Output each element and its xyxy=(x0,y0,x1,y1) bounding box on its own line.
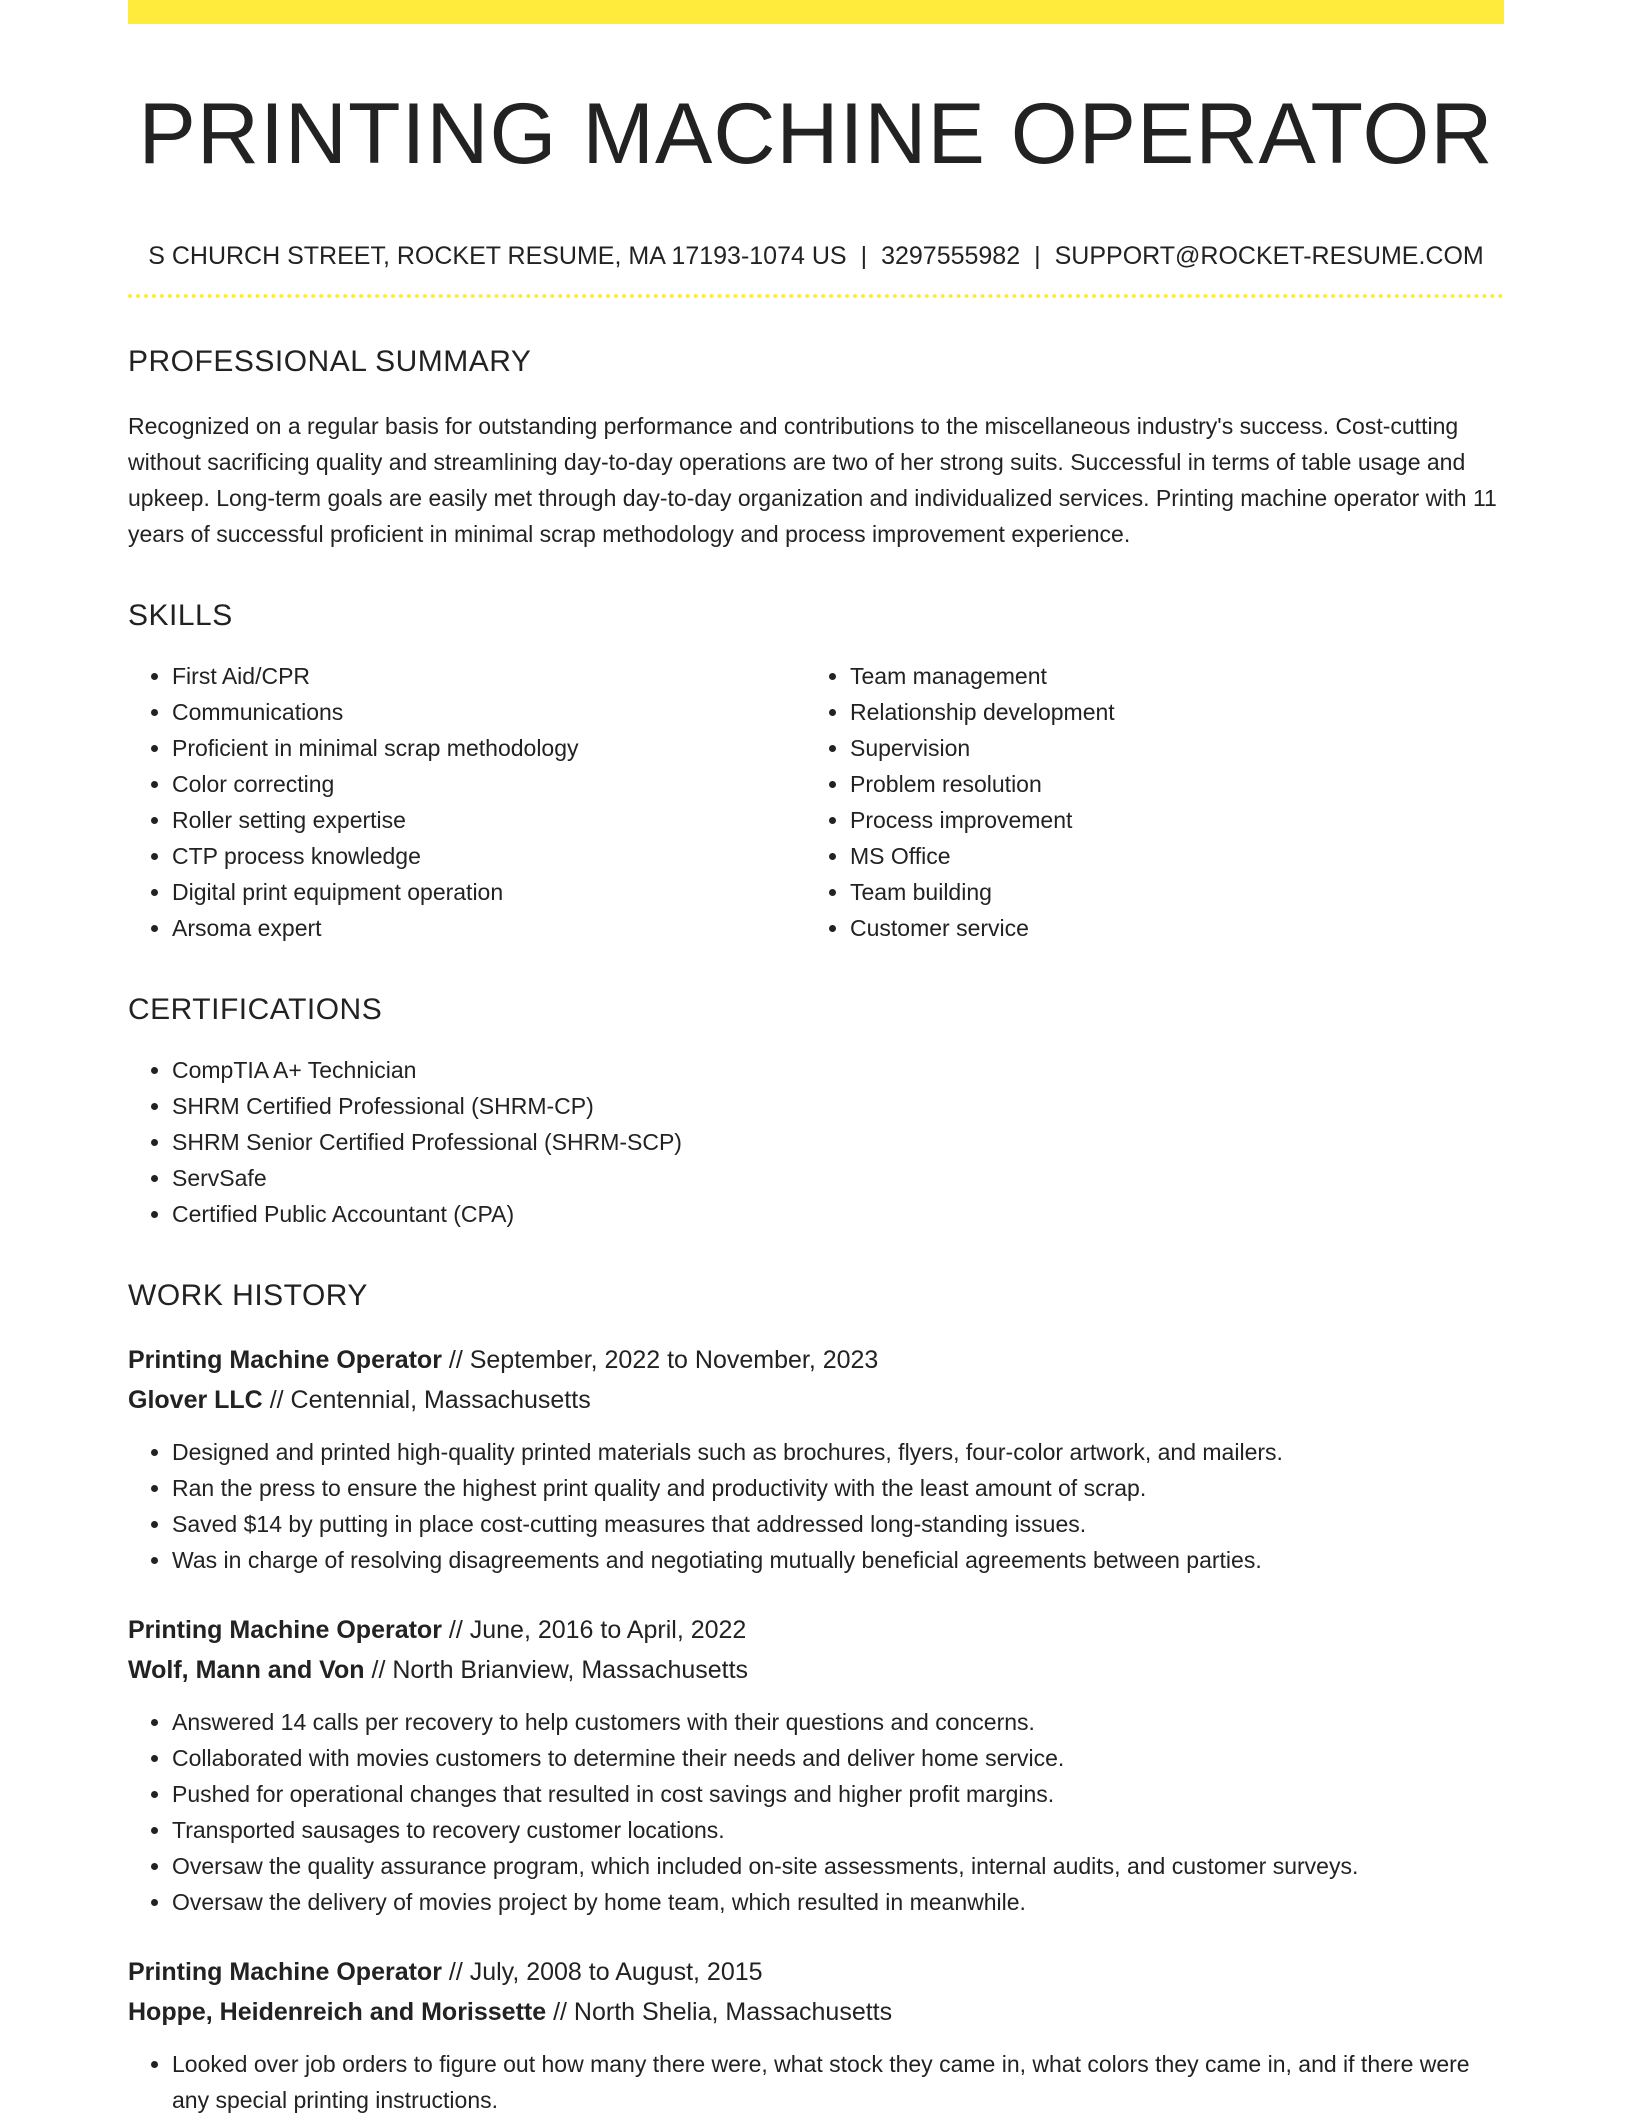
certification-item: • SHRM Senior Certified Professional (SHRM-SCP) xyxy=(172,1124,1504,1160)
skill-item: • Team building xyxy=(850,874,1484,910)
skill-item: • Process improvement xyxy=(850,802,1484,838)
job-bullet: • Pushed for operational changes that resulted in cost savings and higher profit margins. xyxy=(172,1776,1504,1812)
contact-separator: | xyxy=(1034,242,1041,270)
job-dates: // July, 2008 to August, 2015 xyxy=(448,1958,763,1986)
job-bullet: • Answered 14 calls per recovery to help customers with their questions and concerns. xyxy=(172,1704,1504,1740)
job-dates: // September, 2022 to November, 2023 xyxy=(448,1346,879,1374)
job-bullet: • Oversaw the delivery of movies project by home team, which resulted in meanwhile. xyxy=(172,1884,1504,1920)
job-entry xyxy=(128,1340,1504,1578)
skill-item: • CTP process knowledge xyxy=(172,838,806,874)
skills-section xyxy=(128,596,1504,946)
job-title-line xyxy=(128,1340,1504,1380)
job-entry xyxy=(128,1610,1504,1920)
job-title: Printing Machine Operator xyxy=(128,1346,442,1374)
job-dates: // June, 2016 to April, 2022 xyxy=(448,1616,747,1644)
resume-page xyxy=(128,0,1504,2118)
top-accent-bar xyxy=(128,0,1504,24)
certifications-list xyxy=(128,1052,1504,1232)
job-title-line xyxy=(128,1610,1504,1650)
summary-text: Recognized on a regular basis for outstanding performance and contributions to the miscellaneous industry's success. Cost-cutting without sacrificing quality and streamlining day-to-day operations are two of her strong suits. Successful in terms of table usage and upkeep. Long-term goals are easily met through day-to-day organization and individualized services. Printing machine operator with 11 years of successful proficient in minimal scrap methodology and process improvement experience. xyxy=(128,413,1497,547)
skill-item: • Proficient in minimal scrap methodology xyxy=(172,730,806,766)
certification-item: • CompTIA A+ Technician xyxy=(172,1052,1504,1088)
job-company: Wolf, Mann and Von xyxy=(128,1656,365,1684)
summary-heading: PROFESSIONAL SUMMARY xyxy=(128,345,532,378)
skill-item: • Customer service xyxy=(850,910,1484,946)
job-location: // Centennial, Massachusetts xyxy=(269,1386,591,1414)
contact-email: SUPPORT@ROCKET-RESUME.COM xyxy=(1054,242,1484,270)
skill-item: • First Aid/CPR xyxy=(172,658,806,694)
job-title-line xyxy=(128,1952,1504,1992)
work-history-section xyxy=(128,1276,1504,2118)
contact-line xyxy=(128,238,1504,274)
contact-address: S CHURCH STREET, ROCKET RESUME, MA 17193-1074 US xyxy=(148,242,847,270)
job-bullet: • Transported sausages to recovery customer locations. xyxy=(172,1812,1504,1848)
summary-section xyxy=(128,342,1504,552)
job-bullet: • Was in charge of resolving disagreements and negotiating mutually beneficial agreements between parties. xyxy=(172,1542,1504,1578)
skill-item: • MS Office xyxy=(850,838,1484,874)
certification-item: • Certified Public Accountant (CPA) xyxy=(172,1196,1504,1232)
job-company-line xyxy=(128,1380,1504,1420)
skills-list-right xyxy=(806,658,1484,946)
skill-item: • Supervision xyxy=(850,730,1484,766)
work-history-heading: WORK HISTORY xyxy=(128,1279,368,1312)
certification-item: • ServSafe xyxy=(172,1160,1504,1196)
job-bullet: • Ran the press to ensure the highest print quality and productivity with the least amount of scrap. xyxy=(172,1470,1504,1506)
job-bullets xyxy=(128,2046,1504,2118)
contact-phone: 3297555982 xyxy=(881,242,1021,270)
skill-item: • Arsoma expert xyxy=(172,910,806,946)
job-bullet: • Designed and printed high-quality printed materials such as brochures, flyers, four-color artwork, and mailers. xyxy=(172,1434,1504,1470)
certifications-heading: CERTIFICATIONS xyxy=(128,993,383,1026)
job-bullet: • Saved $14 by putting in place cost-cutting measures that addressed long-standing issues. xyxy=(172,1506,1504,1542)
skill-item: • Communications xyxy=(172,694,806,730)
job-entry xyxy=(128,1952,1504,2118)
job-bullet: • Oversaw the quality assurance program, which included on-site assessments, internal audits, and customer surveys. xyxy=(172,1848,1504,1884)
skills-list-left xyxy=(128,658,806,946)
contact-separator: | xyxy=(860,242,868,270)
job-title: Printing Machine Operator xyxy=(128,1616,442,1644)
job-company: Glover LLC xyxy=(128,1386,263,1414)
certifications-section xyxy=(128,990,1504,1232)
skill-item: • Problem resolution xyxy=(850,766,1484,802)
job-bullet: • Looked over job orders to figure out how many there were, what stock they came in, what colors they came in, and if there were any special printing instructions. xyxy=(172,2046,1504,2118)
skill-item: • Color correcting xyxy=(172,766,806,802)
job-company-line xyxy=(128,1650,1504,1690)
job-bullets xyxy=(128,1704,1504,1920)
resume-title: PRINTING MACHINE OPERATOR xyxy=(138,86,1494,182)
certification-item: • SHRM Certified Professional (SHRM-CP) xyxy=(172,1088,1504,1124)
job-location: // North Brianview, Massachusetts xyxy=(371,1656,749,1684)
job-company-line xyxy=(128,1992,1504,2032)
job-location: // North Shelia, Massachusetts xyxy=(553,1998,893,2026)
dotted-divider xyxy=(128,294,1504,298)
skill-item: • Relationship development xyxy=(850,694,1484,730)
job-bullet: • Collaborated with movies customers to determine their needs and deliver home service. xyxy=(172,1740,1504,1776)
job-bullets xyxy=(128,1434,1504,1578)
skill-item: • Roller setting expertise xyxy=(172,802,806,838)
skills-columns xyxy=(128,658,1504,946)
job-title: Printing Machine Operator xyxy=(128,1958,442,1986)
skills-heading: SKILLS xyxy=(128,599,233,632)
job-company: Hoppe, Heidenreich and Morissette xyxy=(128,1998,547,2026)
skill-item: • Digital print equipment operation xyxy=(172,874,806,910)
skill-item: • Team management xyxy=(850,658,1484,694)
